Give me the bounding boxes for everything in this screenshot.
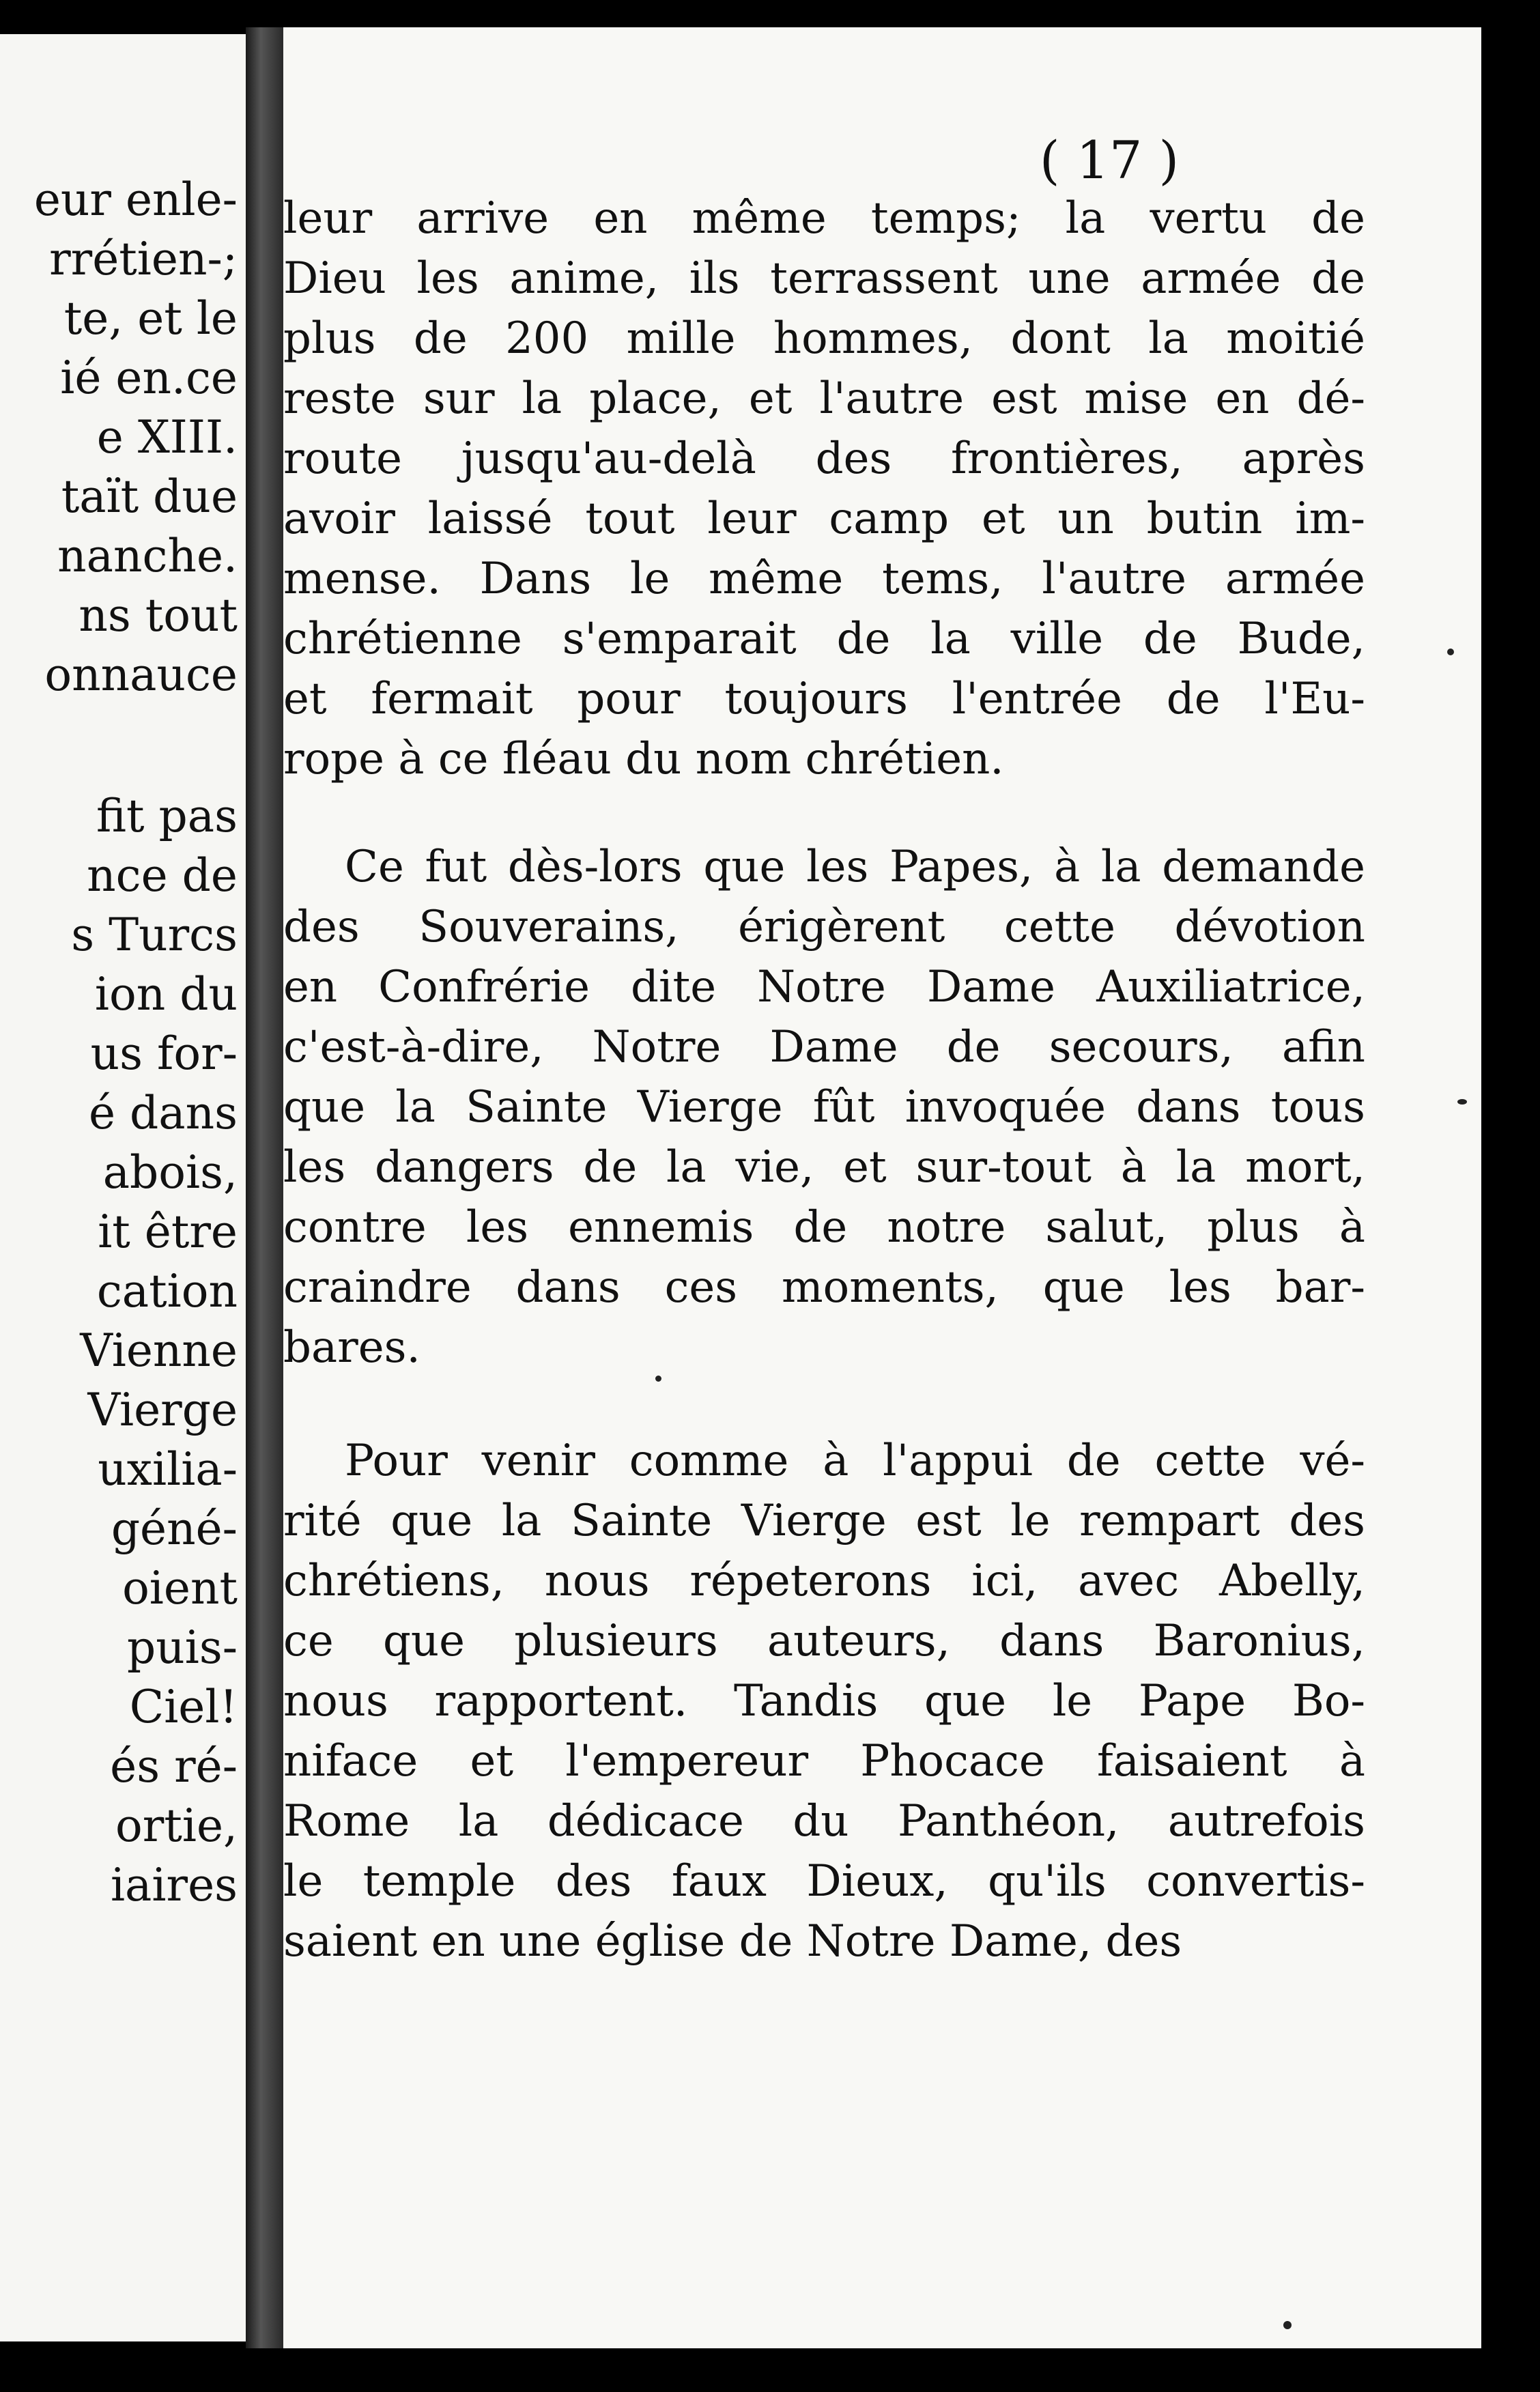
text-line: que la Sainte Vierge fût invoquée dans tous — [283, 1082, 1365, 1133]
left-page-line: rrétien-; — [49, 233, 238, 285]
left-page-line: eur enle- — [33, 173, 238, 226]
left-page-line: és ré- — [110, 1740, 238, 1793]
text-line: chrétiens, nous répeterons ici, avec Abelly, — [283, 1556, 1365, 1606]
text-line: c'est-à-dire, Notre Dame de secours, afin — [283, 1022, 1365, 1072]
text-line: contre les ennemis de notre salut, plus à — [283, 1202, 1365, 1253]
left-page-line: s Turcs — [71, 909, 238, 961]
text-line: Pour venir comme à l'appui de cette vé- — [345, 1436, 1365, 1486]
text-line: et fermait pour toujours l'entrée de l'Eu- — [283, 674, 1365, 724]
left-page-line: Vierge — [87, 1384, 238, 1436]
ink-speck — [655, 1376, 661, 1382]
text-line: nous rapportent. Tandis que le Pape Bo- — [283, 1676, 1365, 1726]
text-line: Dieu les anime, ils terrassent une armée de — [283, 253, 1365, 304]
left-page-line: us for- — [90, 1027, 238, 1080]
left-page-line: ié en.ce — [60, 352, 238, 404]
text-line: plus de 200 mille hommes, dont la moitié — [283, 313, 1365, 364]
text-line: Ce fut dès-lors que les Papes, à la demande — [345, 842, 1365, 892]
left-page-fragment — [0, 34, 246, 2341]
ink-speck — [1447, 649, 1454, 655]
left-page-line: uxilia- — [98, 1443, 238, 1496]
text-line: en Confrérie dite Notre Dame Auxiliatrice, — [283, 962, 1365, 1012]
left-page-line: te, et le — [63, 292, 238, 345]
text-line: Rome la dédicace du Panthéon, autrefois — [283, 1796, 1365, 1847]
left-page-line: abois, — [102, 1146, 238, 1199]
left-page-line: oient — [122, 1562, 238, 1614]
left-page-line: géné- — [111, 1503, 238, 1555]
left-page-line: onnauce — [44, 649, 238, 701]
left-page-line: Vienne — [80, 1324, 238, 1377]
left-page-line: nce de — [87, 849, 238, 902]
book-gutter — [246, 27, 283, 2348]
ink-speck — [1457, 1099, 1467, 1105]
left-page-line: it être — [98, 1206, 238, 1258]
text-line: rité que la Sainte Vierge est le rempart des — [283, 1496, 1365, 1546]
left-page-line: iaires — [110, 1859, 238, 1911]
text-line: saient en une église de Notre Dame, des — [283, 1916, 1182, 1967]
text-line: reste sur la place, et l'autre est mise en dé- — [283, 373, 1365, 424]
ink-speck — [1283, 2321, 1292, 2329]
text-line: des Souverains, érigèrent cette dévotion — [283, 902, 1365, 952]
left-page-line: puis- — [126, 1621, 238, 1674]
text-line: mense. Dans le même tems, l'autre armée — [283, 554, 1365, 604]
left-page-line: taït due — [61, 470, 238, 523]
text-line: craindre dans ces moments, que les bar- — [283, 1262, 1365, 1313]
text-line: leur arrive en même temps; la vertu de — [283, 193, 1365, 244]
text-line: chrétienne s'emparait de la ville de Bude, — [283, 614, 1365, 664]
left-page-line: fit pas — [96, 790, 238, 842]
text-line: ce que plusieurs auteurs, dans Baronius, — [283, 1616, 1365, 1666]
left-page-line: ion du — [94, 968, 238, 1021]
text-line: route jusqu'au-delà des frontières, après — [283, 433, 1365, 484]
text-line: bares. — [283, 1322, 420, 1373]
left-page-line: e XIII. — [96, 411, 238, 464]
page-number: ( 17 ) — [1039, 130, 1180, 190]
left-page-line: é dans — [88, 1087, 238, 1139]
left-page-line: nanche. — [57, 530, 238, 582]
text-line: les dangers de la vie, et sur-tout à la mort, — [283, 1142, 1365, 1193]
left-page-line: ns tout — [79, 589, 238, 642]
text-line: le temple des faux Dieux, qu'ils convertis- — [283, 1856, 1365, 1907]
text-line: avoir laissé tout leur camp et un butin im- — [283, 494, 1365, 544]
text-line: niface et l'empereur Phocace faisaient à — [283, 1736, 1365, 1786]
left-page-line: cation — [96, 1265, 238, 1318]
left-page-line: ortie, — [115, 1799, 238, 1852]
text-line: rope à ce fléau du nom chrétien. — [283, 734, 1004, 784]
left-page-line: Ciel! — [129, 1681, 238, 1733]
